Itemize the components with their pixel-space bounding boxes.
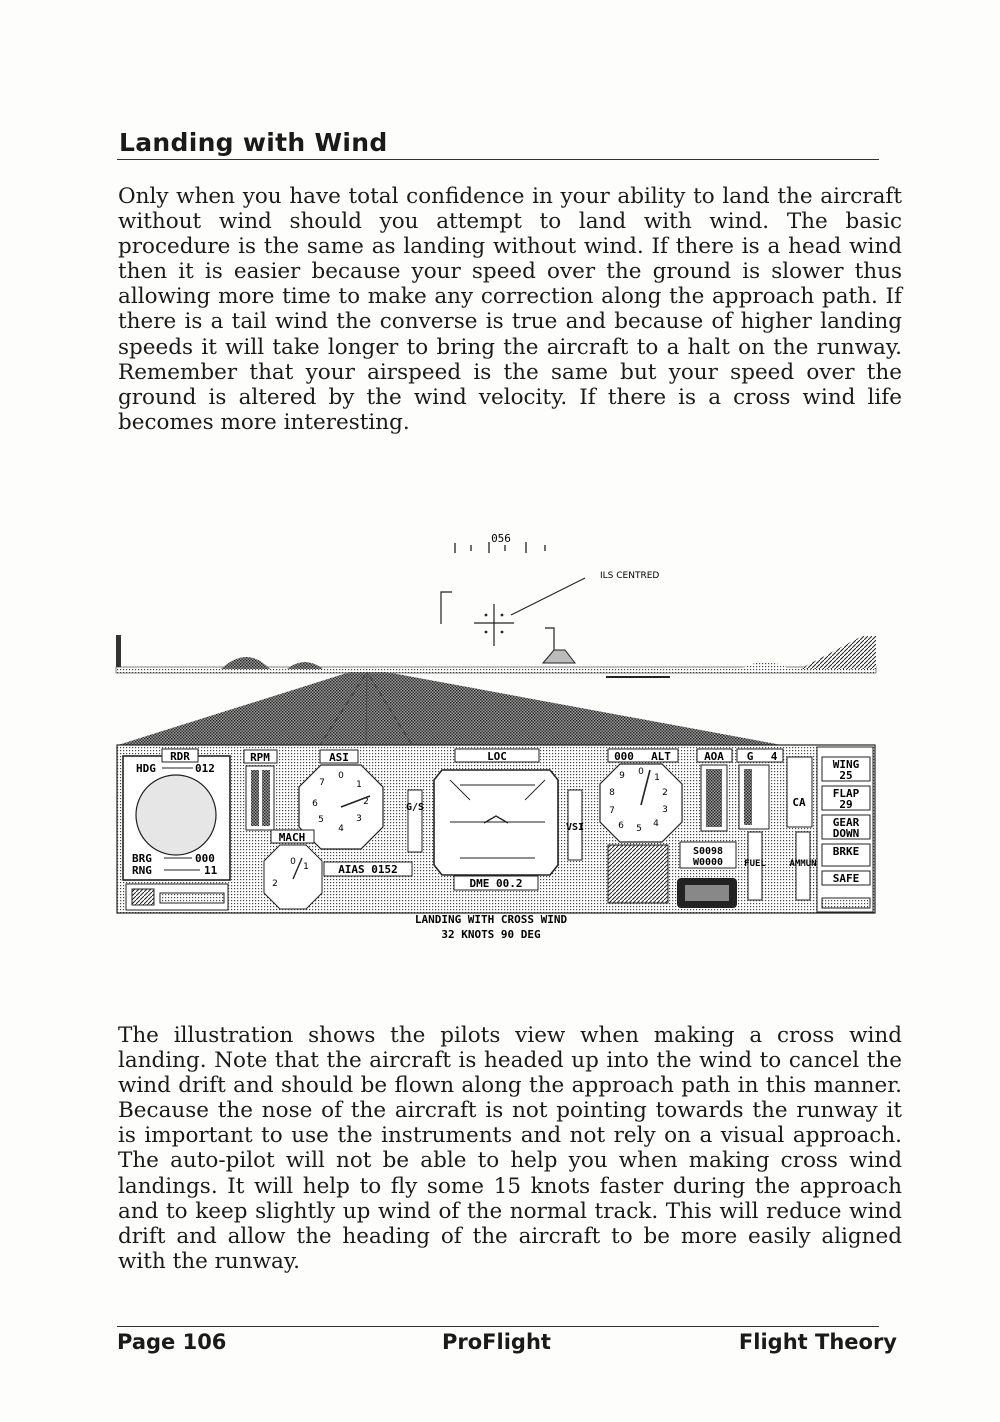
asi-tick-6: 6 <box>312 799 318 809</box>
localizer-display <box>434 749 558 890</box>
hud-reticle <box>441 592 554 650</box>
status-column <box>817 747 873 912</box>
fuel-label: FUEL <box>744 859 766 869</box>
mach-tick-1: 1 <box>303 862 309 872</box>
footer-rule <box>117 1326 879 1327</box>
asi-tick-4: 4 <box>338 824 344 834</box>
aoa-gauge <box>697 749 732 831</box>
alt-value: 000 <box>614 750 634 763</box>
rpm-gauge <box>244 750 277 830</box>
glide-slope-box <box>405 790 425 852</box>
alt-tick-0: 0 <box>638 767 644 777</box>
loc-label: LOC <box>487 750 507 763</box>
alt-tick-5: 5 <box>636 824 642 834</box>
asi-tick-7: 7 <box>319 778 325 788</box>
asi-label: ASI <box>329 751 349 764</box>
ils-pointer <box>511 578 585 615</box>
radar-display <box>123 749 230 910</box>
throttle-block <box>608 845 668 903</box>
aoa-label: AOA <box>704 750 724 763</box>
footer-chapter: Flight Theory <box>738 1330 897 1354</box>
section-title: Landing with Wind <box>119 128 388 157</box>
footer-page: Page 106 <box>117 1330 227 1354</box>
rng-value: 11 <box>204 864 218 877</box>
horizon-terrain <box>116 635 876 677</box>
alt-tick-4: 4 <box>653 819 659 829</box>
ca-box <box>787 757 812 827</box>
alt-label: ALT <box>651 750 671 763</box>
radar-label: RDR <box>170 750 190 763</box>
ils-label: ILS CENTRED <box>600 571 660 581</box>
hdg-value: 012 <box>195 762 215 775</box>
wing-value: 25 <box>839 769 853 782</box>
caption-line-1: LANDING WITH CROSS WIND <box>414 913 568 926</box>
aias-readout: AIAS 0152 <box>338 863 398 876</box>
alt-tick-9: 9 <box>619 771 625 781</box>
g-label: G <box>746 750 754 763</box>
alt-tick-7: 7 <box>609 806 615 816</box>
footer-product: ProFlight <box>442 1330 551 1354</box>
alt-tick-3: 3 <box>662 805 668 815</box>
asi-tick-3: 3 <box>356 814 362 824</box>
mach-label: MACH <box>278 831 306 844</box>
caption-line-2: 32 KNOTS 90 DEG <box>441 928 541 941</box>
dme-readout: DME 00.2 <box>469 877 523 890</box>
runway-surface <box>118 672 782 745</box>
asi-tick-1: 1 <box>356 780 362 790</box>
brake-label: BRKE <box>832 845 860 858</box>
alt-tick-6: 6 <box>618 821 624 831</box>
alt-tick-8: 8 <box>609 788 615 798</box>
flap-value: 29 <box>839 798 853 811</box>
wing-label: WING <box>832 758 860 771</box>
rng-label: RNG <box>132 864 152 877</box>
w-readout: W0000 <box>692 857 724 868</box>
ammo-label: AMMUN <box>789 859 817 869</box>
alt-tick-2: 2 <box>662 788 668 798</box>
heading-tape-value: 056 <box>491 532 511 545</box>
mach-tick-2: 2 <box>272 879 278 889</box>
flap-label: FLAP <box>832 787 860 800</box>
glide-slope-label: G/S <box>405 802 425 813</box>
ca-label: CA <box>792 796 806 809</box>
vsi-label: VSI <box>565 822 585 833</box>
hdg-label: HDG <box>136 762 156 775</box>
heading-tape <box>455 532 545 553</box>
asi-tick-0: 0 <box>338 771 344 781</box>
brg-label: BRG <box>132 852 152 865</box>
mach-gauge <box>264 830 322 909</box>
s-readout: S0098 <box>692 846 724 857</box>
brg-value: 000 <box>195 852 215 865</box>
asi-tick-5: 5 <box>318 815 324 825</box>
mach-tick-0: 0 <box>290 857 296 867</box>
asi-tick-2: 2 <box>363 797 369 807</box>
g-value: 4 <box>770 750 778 763</box>
rpm-label: RPM <box>250 751 270 764</box>
safe-label: SAFE <box>832 872 860 885</box>
explanation-paragraph: The illustration shows the pilots view when making a cross wind landing. Note that the aircraft is headed up into the wind to cancel the wind drift and should be flown along the approach path in this manner. Because the nose of the aircraft is not pointing towards the runway it is important to use the instruments and not rely on a visual approach. The auto-pilot will not be able to help you when making cross wind landings. It will help to fly some 15 knots faster during the approach and to keep slightly up wind of the normal track. This will reduce wind drift and allow the heading of the aircraft to be more easily aligned with the runway. <box>118 1023 902 1274</box>
gear-value: DOWN <box>832 827 860 840</box>
alt-tick-1: 1 <box>654 773 660 783</box>
gear-label: GEAR <box>832 816 860 829</box>
intro-paragraph: Only when you have total confidence in your ability to land the aircraft without wind should you attempt to land with wind. The basic procedure is the same as landing without wind. If there is a head wind then it is easier because your speed over the ground is slower thus allowing more time to make any correction along the approach path. If there is a tail wind the converse is true and because of higher landing speeds it will take longer to bring the aircraft to a halt on the runway. Remember that your airspeed is the same but your speed over the ground is altered by the wind velocity. If there is a cross wind life becomes more interesting. <box>118 184 902 435</box>
